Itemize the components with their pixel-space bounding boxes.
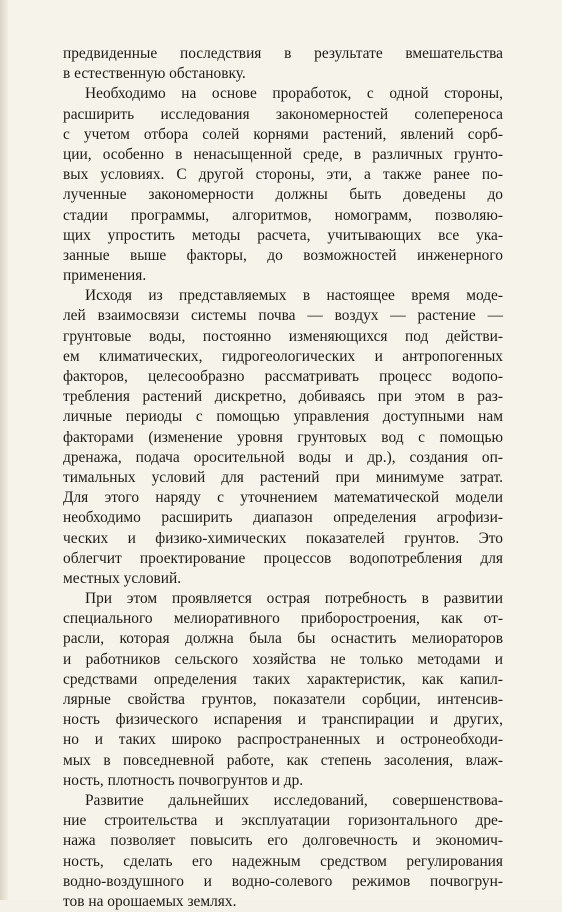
text-line: средствами определения таких характеристик, как капил- [63, 670, 503, 688]
text-line: ем климатических, гидрогеологических и антропогенных [63, 347, 503, 365]
body-text [63, 44, 503, 912]
text-line: факторов, целесообразно рассматривать процесс водопо- [63, 368, 503, 385]
text-line: личные периоды с помощью управления доступными нам [63, 408, 503, 426]
text-line: необходимо расширить диапазон определения агрофизи- [63, 509, 503, 527]
text-line: ческих и физико-химических показателей грунтов. Это [63, 529, 503, 547]
page-gutter-shadow [0, 0, 8, 900]
text-line: требления растений дискретно, добиваясь при этом в раз- [63, 388, 503, 406]
text-line: ность физического испарения и транспирации и других, [63, 711, 503, 729]
text-line: специального мелиоративного приборостроения, как от- [63, 610, 503, 628]
text-line: факторами (изменение уровня грунтовых вод с помощью [63, 428, 503, 446]
text-line: в естественную обстановку. [63, 65, 246, 83]
text-line: предвиденные последствия в результате вмешательства [63, 45, 503, 62]
text-line: Развитие дальнейших исследований, совершенствова- [85, 791, 503, 809]
text-line: лей взаимосвязи системы почва — воздух — растение — [63, 307, 503, 325]
text-line: и работников сельского хозяйства не только методами и [63, 650, 503, 668]
paragraph [63, 44, 503, 84]
text-line: стадии программы, алгоритмов, номограмм, позволяю- [63, 206, 503, 224]
text-line: тов на орошаемых землях. [63, 892, 237, 910]
text-line: ность, плотность почвогрунтов и др. [63, 771, 304, 789]
text-line: местных условий. [63, 569, 182, 587]
text-line: Для этого наряду с уточнением математической модели [63, 489, 503, 507]
text-line: щих упростить методы расчета, учитывающих все ука- [63, 226, 503, 244]
text-line: но и таких широко распространенных и остронеобходи- [63, 731, 503, 749]
text-line: лученные закономерности должны быть доведены до [63, 186, 503, 204]
text-line: с учетом отбора солей корнями растений, явлений сорб- [63, 125, 503, 143]
text-line: лярные свойства грунтов, показатели сорбции, интенсив- [63, 691, 503, 708]
text-line: расли, которая должна была бы оснастить мелиораторов [63, 630, 503, 648]
text-line: ность, сделать его надежным средством регулирования [63, 852, 503, 870]
paragraph [63, 589, 503, 791]
text-line: дренажа, подача оросительной воды и др.), создания оп- [63, 448, 503, 466]
paragraph [63, 84, 503, 286]
text-line: мых в повседневной работе, как степень засоления, влаж- [63, 751, 503, 769]
text-line: При этом проявляется острая потребность в развитии [85, 590, 503, 608]
paragraph [63, 791, 503, 912]
text-line: ции, особенно в ненасыщенной среде, в различных грунто- [63, 145, 503, 163]
text-line: применения. [63, 267, 147, 285]
text-line: грунтовые воды, постоянно изменяющихся под действи- [63, 327, 503, 345]
paragraph [63, 286, 503, 589]
text-line: вых условиях. С другой стороны, эти, а также ранее по- [63, 166, 503, 184]
text-line: ние строительства и эксплуатации горизонтального дре- [63, 812, 503, 830]
text-line: занные выше факторы, до возможностей инженерного [63, 246, 503, 264]
text-line: нажа позволяет повысить его долговечность и экономич- [63, 832, 503, 850]
text-line: Необходимо на основе проработок, с одной стороны, [85, 85, 503, 103]
text-line: тимальных условий для растений при минимуме затрат. [63, 468, 503, 486]
text-line: водно-воздушного и водно-солевого режимов почвогрун- [63, 872, 503, 890]
text-line: Исходя из представляемых в настоящее время моде- [85, 287, 503, 305]
text-line: облегчит проектирование процессов водопотребления для [63, 549, 503, 567]
text-line: расширить исследования закономерностей солепереноса [63, 105, 503, 123]
